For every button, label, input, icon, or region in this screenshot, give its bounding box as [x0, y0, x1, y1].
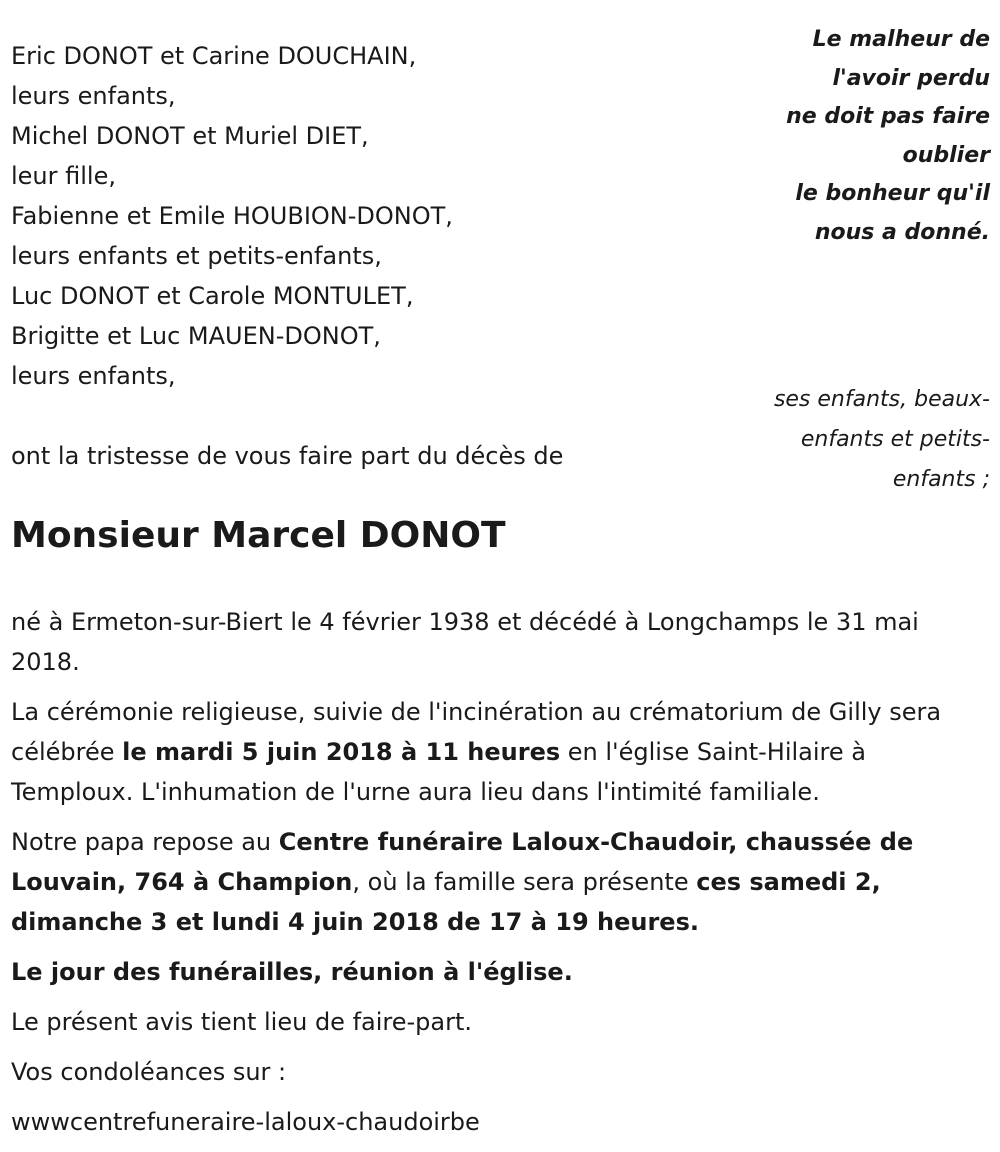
family-line: leur fille, — [11, 162, 116, 190]
ceremony-date: le mardi 5 juin 2018 à 11 heures — [122, 738, 561, 766]
birth-death-paragraph: né à Ermeton-sur-Biert le 4 février 1938 et décédé à Longchamps le 31 mai 2018. — [11, 608, 919, 676]
visitation-dates: ces samedi 2, dimanche 3 et lundi 4 juin 2018 de 17 à 19 heures. — [11, 868, 881, 936]
family-line: leurs enfants et petits-enfants, — [11, 242, 382, 270]
announcement: ont la tristesse de vous faire part du décès de — [11, 442, 564, 470]
notice-line: Le présent avis tient lieu de faire-part. — [11, 1008, 473, 1036]
family-list — [11, 36, 651, 396]
visitation-paragraph — [11, 822, 976, 942]
memorial-quote — [730, 21, 990, 252]
family-line: Eric DONOT et Carine DOUCHAIN, — [11, 42, 417, 70]
ceremony-text-end: en l'église Saint-Hilaire à Temploux. L'inhumation de l'urne aura lieu dans l'intimité familiale. — [11, 738, 866, 806]
family-line: Michel DONOT et Muriel DIET, — [11, 122, 369, 150]
side-note-line: enfants et petits- — [800, 427, 990, 452]
website-link[interactable]: wwwcentrefuneraire-laloux-chaudoirbe — [11, 1108, 480, 1136]
meeting-note — [11, 952, 976, 992]
quote-line: le bonheur qu'il — [795, 181, 990, 206]
quote-line: l'avoir perdu — [832, 65, 990, 91]
quote-line: nous a donné. — [814, 219, 990, 245]
meeting-note-text: Le jour des funérailles, réunion à l'église. — [11, 958, 573, 986]
deceased-name: Monsieur Marcel DONOT — [11, 515, 506, 556]
quote-line: oublier — [902, 142, 990, 168]
visitation-text: Notre papa repose au — [11, 828, 279, 856]
visitation-place: Centre funéraire Laloux-Chaudoir, chaussée de Louvain, 764 à Champion — [11, 828, 914, 896]
side-note-line: enfants ; — [892, 467, 990, 492]
ceremony-paragraph — [11, 692, 976, 812]
family-line: Fabienne et Emile HOUBION-DONOT, — [11, 202, 453, 230]
condolences-label: Vos condoléances sur : — [11, 1058, 287, 1086]
visitation-text-mid: , où la famille sera présente — [352, 868, 697, 896]
family-line: Brigitte et Luc MAUEN-DONOT, — [11, 322, 381, 350]
quote-line: ne doit pas faire — [786, 104, 990, 129]
family-line: Luc DONOT et Carole MONTULET, — [11, 282, 414, 310]
side-note-line: ses enfants, beaux- — [773, 387, 990, 412]
notice-body — [11, 602, 976, 1152]
family-line: leurs enfants, — [11, 362, 176, 390]
quote-line: Le malheur de — [812, 27, 990, 52]
side-note — [730, 380, 990, 500]
ceremony-text: La cérémonie religieuse, suivie de l'incinération au crématorium de Gilly sera célébrée — [11, 698, 942, 766]
family-line: leurs enfants, — [11, 82, 176, 110]
